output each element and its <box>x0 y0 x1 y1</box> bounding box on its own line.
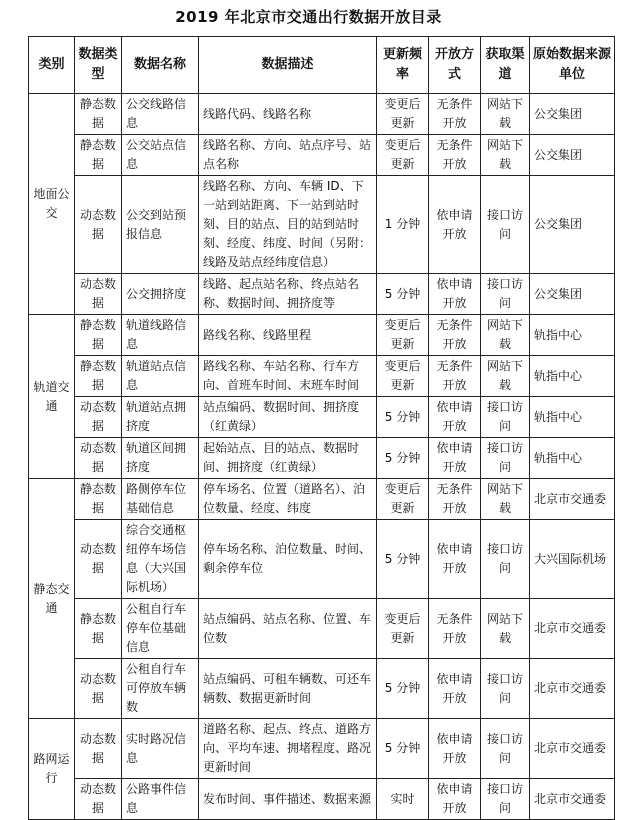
update-frequency-cell: 变更后更新 <box>377 94 429 135</box>
table-row <box>29 94 615 135</box>
data-name-cell: 轨道线路信息 <box>122 315 199 356</box>
category-cell: 静态交通 <box>29 479 75 719</box>
update-frequency-cell: 5 分钟 <box>377 274 429 315</box>
update-frequency-cell: 5 分钟 <box>377 397 429 438</box>
table-row <box>29 274 615 315</box>
open-mode-cell: 依申请开放 <box>429 520 481 599</box>
data-type-cell: 静态数据 <box>75 135 122 176</box>
table-row <box>29 479 615 520</box>
table-row <box>29 315 615 356</box>
header-update-frequency: 更新频率 <box>377 37 429 94</box>
open-mode-cell: 无条件开放 <box>429 479 481 520</box>
update-frequency-cell: 变更后更新 <box>377 599 429 659</box>
data-description-cell: 路线名称、车站名称、行车方向、首班车时间、末班车时间 <box>199 356 377 397</box>
data-type-cell: 动态数据 <box>75 719 122 779</box>
data-description-cell: 道路名称、起点、终点、道路方向、平均车速、拥堵程度、路况更新时间 <box>199 719 377 779</box>
open-mode-cell: 无条件开放 <box>429 135 481 176</box>
data-name-cell: 轨道区间拥挤度 <box>122 438 199 479</box>
data-type-cell: 动态数据 <box>75 176 122 274</box>
table-row <box>29 356 615 397</box>
data-name-cell: 轨道站点拥挤度 <box>122 397 199 438</box>
header-data-description: 数据描述 <box>199 37 377 94</box>
table-row <box>29 599 615 659</box>
update-frequency-cell: 实时 <box>377 779 429 820</box>
header-data-type: 数据类型 <box>75 37 122 94</box>
table-row <box>29 719 615 779</box>
data-name-cell: 公交到站预报信息 <box>122 176 199 274</box>
source-unit-cell: 公交集团 <box>530 94 615 135</box>
data-description-cell: 站点编码、站点名称、位置、车位数 <box>199 599 377 659</box>
data-type-cell: 静态数据 <box>75 356 122 397</box>
data-description-cell: 停车场名称、泊位数量、时间、剩余停车位 <box>199 520 377 599</box>
table-row <box>29 779 615 820</box>
open-mode-cell: 依申请开放 <box>429 176 481 274</box>
access-channel-cell: 接口访问 <box>481 779 530 820</box>
data-description-cell: 发布时间、事件描述、数据来源 <box>199 779 377 820</box>
update-frequency-cell: 变更后更新 <box>377 315 429 356</box>
table-row <box>29 135 615 176</box>
table-row <box>29 176 615 274</box>
data-name-cell: 公路事件信息 <box>122 779 199 820</box>
access-channel-cell: 接口访问 <box>481 176 530 274</box>
table-header-row <box>29 37 615 94</box>
header-data-name: 数据名称 <box>122 37 199 94</box>
data-description-cell: 线路名称、方向、车辆 ID、下一站到站距离、下一站到站时刻、目的站点、目的站到站时刻、经度、纬度、时间（另附：线路及站点经纬度信息） <box>199 176 377 274</box>
open-mode-cell: 依申请开放 <box>429 274 481 315</box>
source-unit-cell: 大兴国际机场 <box>530 520 615 599</box>
data-type-cell: 动态数据 <box>75 779 122 820</box>
data-type-cell: 静态数据 <box>75 479 122 520</box>
source-unit-cell: 北京市交通委 <box>530 479 615 520</box>
data-type-cell: 静态数据 <box>75 315 122 356</box>
data-type-cell: 静态数据 <box>75 94 122 135</box>
data-name-cell: 公交线路信息 <box>122 94 199 135</box>
data-name-cell: 轨道站点信息 <box>122 356 199 397</box>
header-category: 类别 <box>29 37 75 94</box>
access-channel-cell: 接口访问 <box>481 659 530 719</box>
access-channel-cell: 网站下载 <box>481 94 530 135</box>
data-description-cell: 站点编码、可租车辆数、可还车辆数、数据更新时间 <box>199 659 377 719</box>
data-name-cell: 公交拥挤度 <box>122 274 199 315</box>
access-channel-cell: 接口访问 <box>481 719 530 779</box>
update-frequency-cell: 变更后更新 <box>377 479 429 520</box>
access-channel-cell: 网站下载 <box>481 479 530 520</box>
access-channel-cell: 接口访问 <box>481 438 530 479</box>
header-open-mode: 开放方式 <box>429 37 481 94</box>
open-mode-cell: 依申请开放 <box>429 779 481 820</box>
category-cell: 路网运行 <box>29 719 75 820</box>
source-unit-cell: 轨指中心 <box>530 356 615 397</box>
data-name-cell: 路侧停车位基础信息 <box>122 479 199 520</box>
document-title: 2019 年北京市交通出行数据开放目录 <box>175 8 442 26</box>
data-type-cell: 动态数据 <box>75 438 122 479</box>
data-type-cell: 动态数据 <box>75 274 122 315</box>
data-name-cell: 实时路况信息 <box>122 719 199 779</box>
header-access-channel: 获取渠道 <box>481 37 530 94</box>
data-name-cell: 公交站点信息 <box>122 135 199 176</box>
data-name-cell: 综合交通枢纽停车场信息（大兴国际机场） <box>122 520 199 599</box>
open-mode-cell: 依申请开放 <box>429 719 481 779</box>
access-channel-cell: 网站下载 <box>481 315 530 356</box>
access-channel-cell: 接口访问 <box>481 274 530 315</box>
source-unit-cell: 公交集团 <box>530 135 615 176</box>
open-mode-cell: 无条件开放 <box>429 315 481 356</box>
source-unit-cell: 轨指中心 <box>530 397 615 438</box>
source-unit-cell: 轨指中心 <box>530 438 615 479</box>
access-channel-cell: 接口访问 <box>481 397 530 438</box>
data-type-cell: 动态数据 <box>75 397 122 438</box>
data-description-cell: 线路、起点站名称、终点站名称、数据时间、拥挤度等 <box>199 274 377 315</box>
update-frequency-cell: 5 分钟 <box>377 719 429 779</box>
source-unit-cell: 公交集团 <box>530 176 615 274</box>
table-row <box>29 520 615 599</box>
update-frequency-cell: 1 分钟 <box>377 176 429 274</box>
update-frequency-cell: 变更后更新 <box>377 356 429 397</box>
table-row <box>29 397 615 438</box>
data-type-cell: 静态数据 <box>75 599 122 659</box>
table-row <box>29 659 615 719</box>
access-channel-cell: 网站下载 <box>481 135 530 176</box>
table-row <box>29 438 615 479</box>
data-type-cell: 动态数据 <box>75 659 122 719</box>
data-description-cell: 路线名称、线路里程 <box>199 315 377 356</box>
open-mode-cell: 依申请开放 <box>429 438 481 479</box>
source-unit-cell: 北京市交通委 <box>530 659 615 719</box>
access-channel-cell: 网站下载 <box>481 356 530 397</box>
data-description-cell: 线路代码、线路名称 <box>199 94 377 135</box>
data-description-cell: 站点编码、数据时间、拥挤度（红黄绿） <box>199 397 377 438</box>
category-cell: 地面公交 <box>29 94 75 315</box>
data-name-cell: 公租自行车可停放车辆数 <box>122 659 199 719</box>
update-frequency-cell: 5 分钟 <box>377 438 429 479</box>
update-frequency-cell: 变更后更新 <box>377 135 429 176</box>
open-mode-cell: 无条件开放 <box>429 356 481 397</box>
data-description-cell: 起始站点、目的站点、数据时间、拥挤度（红黄绿） <box>199 438 377 479</box>
data-name-cell: 公租自行车停车位基础信息 <box>122 599 199 659</box>
data-description-cell: 线路名称、方向、站点序号、站点名称 <box>199 135 377 176</box>
open-mode-cell: 依申请开放 <box>429 659 481 719</box>
source-unit-cell: 公交集团 <box>530 274 615 315</box>
update-frequency-cell: 5 分钟 <box>377 520 429 599</box>
access-channel-cell: 接口访问 <box>481 520 530 599</box>
open-mode-cell: 无条件开放 <box>429 599 481 659</box>
source-unit-cell: 北京市交通委 <box>530 779 615 820</box>
source-unit-cell: 轨指中心 <box>530 315 615 356</box>
access-channel-cell: 网站下载 <box>481 599 530 659</box>
source-unit-cell: 北京市交通委 <box>530 599 615 659</box>
open-mode-cell: 无条件开放 <box>429 94 481 135</box>
update-frequency-cell: 5 分钟 <box>377 659 429 719</box>
header-source-unit: 原始数据来源单位 <box>530 37 615 94</box>
data-catalog-table <box>28 36 615 820</box>
open-mode-cell: 依申请开放 <box>429 397 481 438</box>
source-unit-cell: 北京市交通委 <box>530 719 615 779</box>
category-cell: 轨道交通 <box>29 315 75 479</box>
data-type-cell: 动态数据 <box>75 520 122 599</box>
data-description-cell: 停车场名、位置（道路名）、泊位数量、经度、纬度 <box>199 479 377 520</box>
